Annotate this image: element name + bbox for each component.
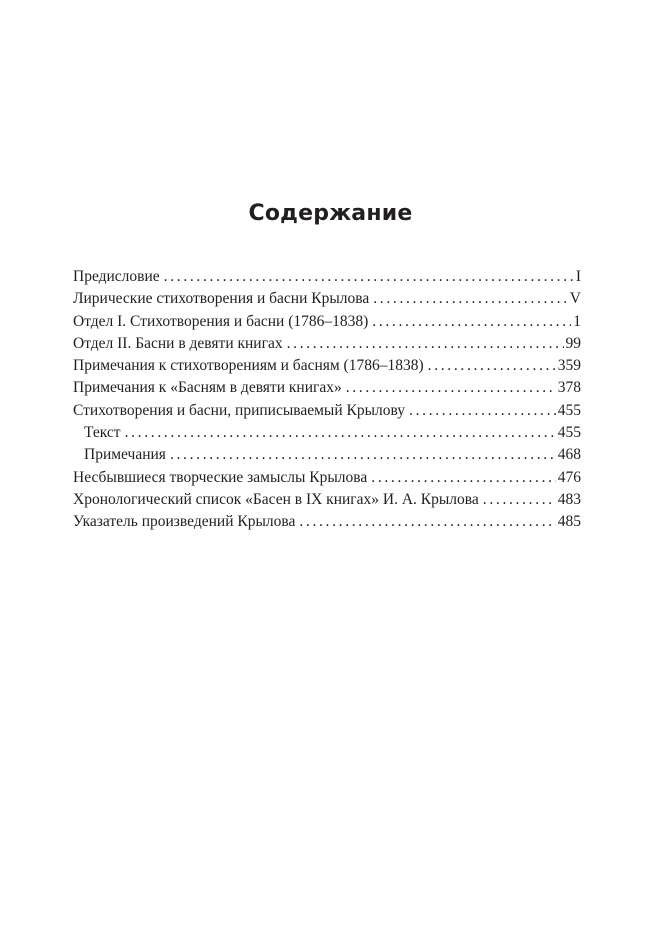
toc-dot-leader	[373, 288, 568, 310]
toc-entry-label: Примечания к стихотворениям и басням (1786–1838)	[73, 357, 424, 375]
toc-entry	[73, 333, 581, 355]
toc-entry-label: Указатель произведений Крылова	[73, 513, 296, 531]
toc-dot-leader	[371, 467, 555, 489]
toc-dot-leader	[170, 444, 556, 466]
toc-dot-leader	[372, 311, 571, 333]
table-of-contents	[73, 266, 581, 534]
toc-dot-leader	[164, 266, 574, 288]
toc-page-number: V	[569, 290, 581, 308]
toc-dot-leader	[346, 377, 556, 399]
toc-page-number: 1	[573, 312, 581, 330]
toc-dot-leader	[299, 511, 555, 533]
toc-entry-label: Отдел II. Басни в девяти книгах	[73, 334, 283, 352]
toc-entry	[73, 467, 581, 489]
toc-page-number: 455	[557, 424, 581, 442]
toc-entry-label: Стихотворения и басни, приписываемый Крылову	[73, 401, 406, 419]
toc-page-number: 485	[557, 513, 581, 531]
toc-page-number: 378	[557, 379, 581, 397]
toc-entry	[73, 377, 581, 399]
toc-dot-leader	[428, 355, 556, 377]
toc-dot-leader	[287, 333, 564, 355]
toc-entry	[73, 355, 581, 377]
toc-entry	[73, 400, 581, 422]
toc-entry-label: Лирические стихотворения и басни Крылова	[73, 290, 370, 308]
toc-entry-label: Примечания к «Басням в девяти книгах»	[73, 379, 342, 397]
toc-entry-label: Несбывшиеся творческие замыслы Крылова	[73, 468, 368, 486]
toc-entry-label: Примечания	[84, 446, 166, 464]
toc-entry	[73, 311, 581, 333]
toc-page-number: I	[575, 268, 581, 285]
page-title: Содержание	[248, 201, 413, 226]
toc-page-number: 468	[557, 446, 581, 464]
toc-page-number: 455	[557, 401, 581, 419]
toc-subentry	[73, 444, 581, 466]
toc-entry	[73, 489, 581, 511]
toc-page-number: 359	[557, 357, 581, 375]
toc-dot-leader	[125, 422, 556, 444]
toc-entry-label: Хронологический список «Басен в IX книгах» И. А. Крылова	[73, 490, 479, 508]
toc-entry	[73, 511, 581, 533]
toc-entry	[73, 288, 581, 310]
toc-entry	[73, 266, 581, 288]
toc-subentry	[73, 422, 581, 444]
toc-dot-leader	[409, 400, 556, 422]
toc-entry-label: Текст	[84, 424, 121, 442]
toc-dot-leader	[483, 489, 556, 511]
toc-page-number: 476	[557, 468, 581, 486]
toc-page-number: 483	[557, 490, 581, 508]
toc-page-number: 99	[565, 334, 581, 352]
toc-entry-label: Предисловие	[73, 268, 160, 285]
toc-entry-label: Отдел I. Стихотворения и басни (1786–1838)	[73, 312, 369, 330]
